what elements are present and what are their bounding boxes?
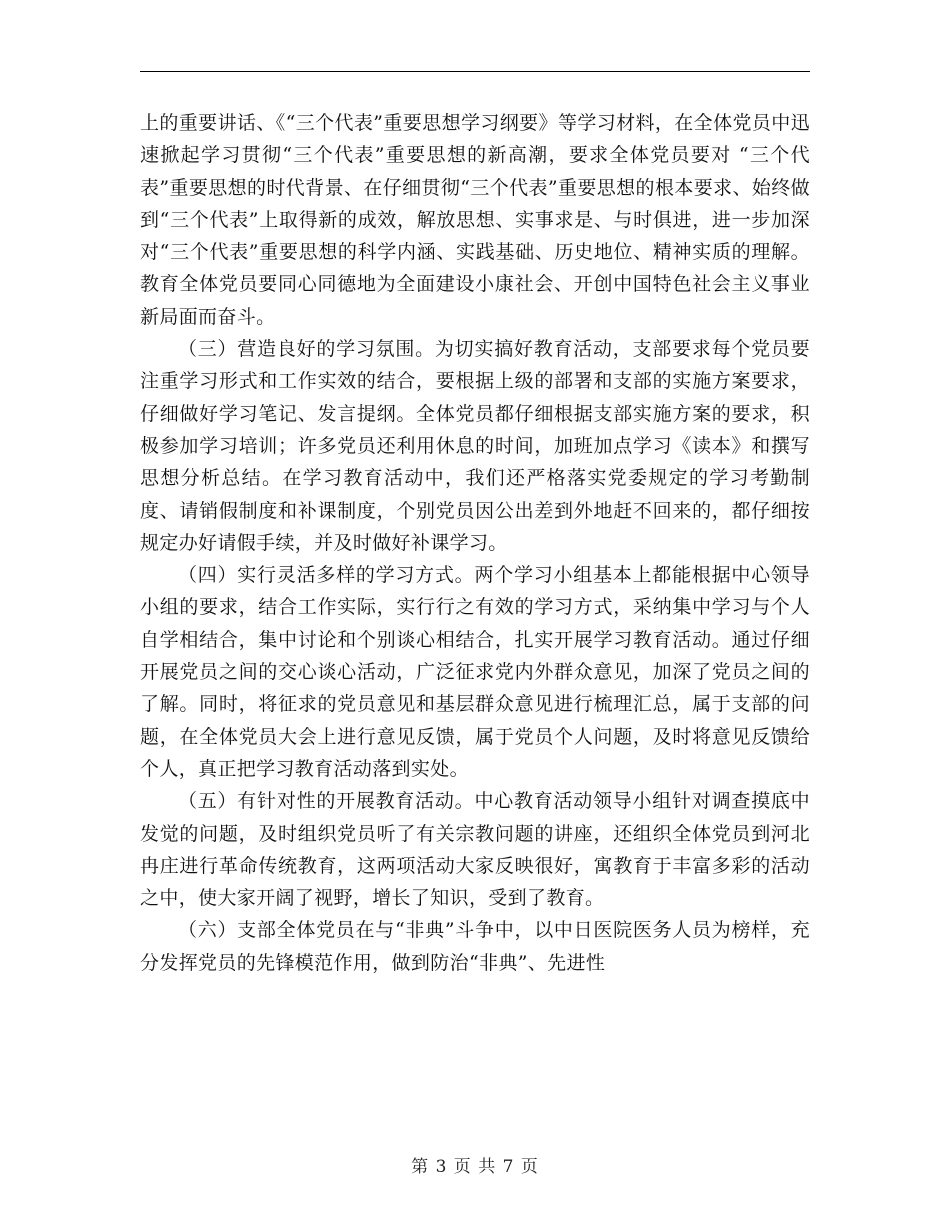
paragraph-continuation: 上的重要讲话、《“三个代表”重要思想学习纲要》等学习材料，在全体党员中迅速掀起学习贯彻“三个代表”重要思想的新高潮，要求全体党员要对 “三个代表”重要思想的时代背景、在仔细贯彻“三个代表”重要思想的根本要求、始终做到“三个代表”上取得新的成效，解放思想、实事求是、与时俱进，进一步加深对“三个代表”重要思想的科学内涵、实践基础、历史地位、精神实质的理解。教育全体党员要同心同德地为全面建设小康社会、开创中国特色社会主义事业新局面而奋斗。 bbox=[140, 112, 810, 328]
paragraph-section-6: （六）支部全体党员在与“非典”斗争中，以中日医院医务人员为榜样，充分发挥党员的先锋模范作用，做到防治“非典”、先进性 bbox=[140, 919, 810, 974]
page-number: 第 3 页 共 7 页 bbox=[411, 1157, 539, 1177]
document-body bbox=[140, 107, 810, 979]
header-rule bbox=[140, 71, 810, 72]
paragraph-section-5: （五）有针对性的开展教育活动。中心教育活动领导小组针对调查摸底中发觉的问题，及时组织党员听了有关宗教问题的讲座，还组织全体党员到河北冉庄进行革命传统教育，这两项活动大家反映很好，寓教育于丰富多彩的活动之中，使大家开阔了视野，增长了知识，受到了教育。 bbox=[140, 790, 810, 910]
paragraph-section-3: （三）营造良好的学习氛围。为切实搞好教育活动，支部要求每个党员要注重学习形式和工作实效的结合，要根据上级的部署和支部的实施方案要求，仔细做好学习笔记、发言提纲。全体党员都仔细根据支部实施方案的要求，积极参加学习培训；许多党员还利用休息的时间，加班加点学习《读本》和撰写思想分析总结。在学习教育活动中，我们还严格落实党委规定的学习考勤制度、请销假制度和补课制度，个别党员因公出差到外地赶不回来的，都仔细按规定办好请假手续，并及时做好补课学习。 bbox=[140, 338, 810, 554]
paragraph-section-4: （四）实行灵活多样的学习方式。两个学习小组基本上都能根据中心领导小组的要求，结合工作实际，实行行之有效的学习方式，采纳集中学习与个人自学相结合，集中讨论和个别谈心相结合，扎实开展学习教育活动。通过仔细开展党员之间的交心谈心活动，广泛征求党内外群众意见，加深了党员之间的了解。同时，将征求的党员意见和基层群众意见进行梳理汇总，属于支部的问题，在全体党员大会上进行意见反馈，属于党员个人问题，及时将意见反馈给个人，真正把学习教育活动落到实处。 bbox=[140, 564, 810, 780]
